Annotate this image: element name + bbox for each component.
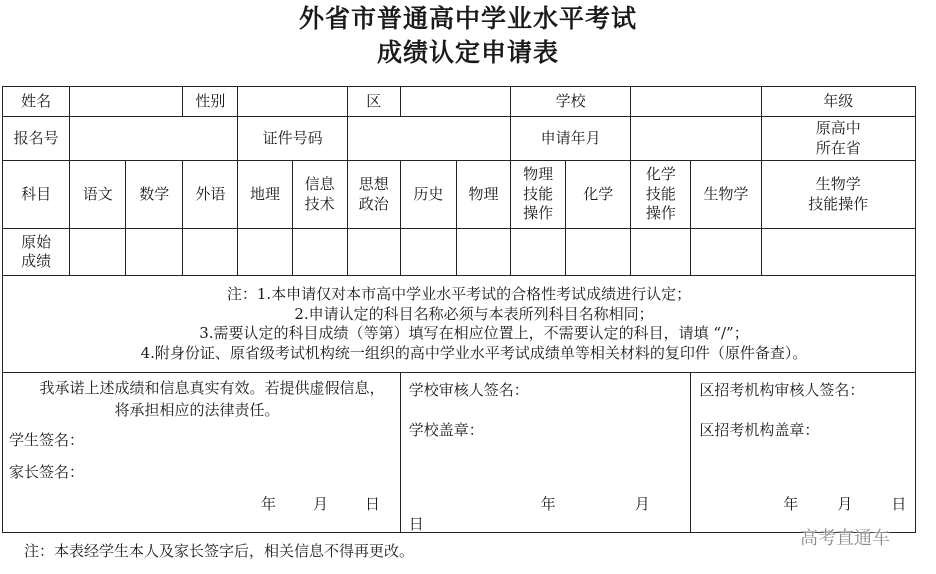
score-cell[interactable] [238, 229, 292, 276]
score-cell[interactable] [292, 229, 347, 276]
signature-row [3, 373, 916, 533]
id-no-label: 证件号码 [238, 117, 347, 161]
score-cell[interactable] [631, 229, 691, 276]
score-cell[interactable] [511, 229, 566, 276]
notes-cell [3, 276, 916, 373]
registration-row [3, 117, 916, 161]
school-seal-label: 学校盖章： [408, 421, 484, 439]
form-title: 外省市普通高中学业水平考试 [298, 4, 637, 33]
gender-field[interactable] [238, 87, 347, 117]
score-cell[interactable] [126, 229, 183, 276]
school-date-day: 日 [408, 515, 424, 533]
subject-physics-lab: 物理 技能 操作 [511, 161, 566, 229]
apply-date-field[interactable] [631, 117, 761, 161]
student-date-month: 月 [313, 495, 329, 513]
notes-row [3, 276, 916, 373]
note-item-1: 注：1.本申请仅对本市高中学业水平考试的合格性考试成绩进行认定； [226, 285, 692, 303]
student-date-day: 日 [365, 495, 381, 513]
watermark: 高考直通车 [800, 528, 890, 549]
footer-note: 注：本表经学生本人及家长签字后，相关信息不得再更改。 [24, 542, 415, 560]
subject-geography: 地理 [238, 161, 292, 229]
scores-row [3, 229, 916, 276]
form-subtitle: 成绩认定申请表 [376, 38, 559, 67]
name-label: 姓名 [3, 87, 70, 117]
school-date-year: 年 [540, 495, 556, 513]
score-cell[interactable] [70, 229, 126, 276]
subject-header: 科目 [3, 161, 70, 229]
district-date-day: 日 [891, 495, 907, 513]
personal-info-row [3, 87, 916, 117]
school-label: 学校 [511, 87, 631, 117]
grade-label: 年级 [761, 87, 915, 117]
note-item-2: 2.申请认定的科目名称必须与本表所列科目名称相同； [294, 304, 654, 323]
subject-it: 信息 技术 [292, 161, 347, 229]
notes-prefix: 注： [226, 285, 257, 303]
parent-signature-label: 家长签名： [9, 463, 85, 481]
subject-politics: 思想 政治 [347, 161, 400, 229]
subject-math: 数学 [126, 161, 183, 229]
score-cell[interactable] [691, 229, 761, 276]
score-cell[interactable] [761, 229, 915, 276]
note-item-4: 4.附身份证、原省级考试机构统一组织的高中学业水平考试成绩单等相关材料的复印件（原件备查）。 [140, 343, 808, 362]
subject-biology: 生物学 [691, 161, 761, 229]
subject-chemistry-lab: 化学 技能 操作 [631, 161, 691, 229]
pledge-statement: 我承诺上述成绩和信息真实有效。若提供虚假信息，将承担相应的法律责任。 [39, 379, 385, 419]
school-date-month: 月 [634, 495, 650, 513]
subject-history: 历史 [400, 161, 456, 229]
subject-chemistry: 化学 [566, 161, 631, 229]
subject-chinese: 语文 [70, 161, 126, 229]
reg-no-label: 报名号 [3, 117, 70, 161]
subject-foreign-language: 外语 [183, 161, 238, 229]
district-field[interactable] [400, 87, 510, 117]
subject-biology-lab: 生物学 技能操作 [761, 161, 915, 229]
district-reviewer-label: 区招考机构审核人签名： [699, 381, 865, 399]
subjects-row [3, 161, 916, 229]
district-seal-label: 区招考机构盖章： [699, 421, 820, 439]
school-field[interactable] [631, 87, 761, 117]
origin-province-label: 原高中 所在省 [761, 117, 915, 161]
score-cell[interactable] [347, 229, 400, 276]
student-signature-cell[interactable] [3, 373, 401, 533]
subject-physics: 物理 [456, 161, 510, 229]
student-date-year: 年 [261, 495, 277, 513]
apply-date-label: 申请年月 [511, 117, 631, 161]
note-item-3: 3.需要认定的科目成绩（等第）填写在相应位置上，不需要认定的科目，请填 “/”； [199, 324, 749, 342]
name-field[interactable] [70, 87, 183, 117]
score-cell[interactable] [400, 229, 456, 276]
district-date-year: 年 [783, 495, 799, 513]
reg-no-field[interactable] [70, 117, 238, 161]
district-date-month: 月 [837, 495, 853, 513]
school-review-cell[interactable] [400, 373, 691, 533]
score-cell[interactable] [566, 229, 631, 276]
school-reviewer-label: 学校审核人签名： [408, 381, 529, 399]
id-no-field[interactable] [347, 117, 510, 161]
district-label: 区 [347, 87, 400, 117]
district-review-cell[interactable] [691, 373, 916, 533]
score-cell[interactable] [183, 229, 238, 276]
gender-label: 性别 [183, 87, 238, 117]
application-form-table [2, 86, 916, 533]
student-signature-label: 学生签名： [9, 431, 85, 449]
score-header: 原始 成绩 [3, 229, 70, 276]
score-cell[interactable] [456, 229, 510, 276]
